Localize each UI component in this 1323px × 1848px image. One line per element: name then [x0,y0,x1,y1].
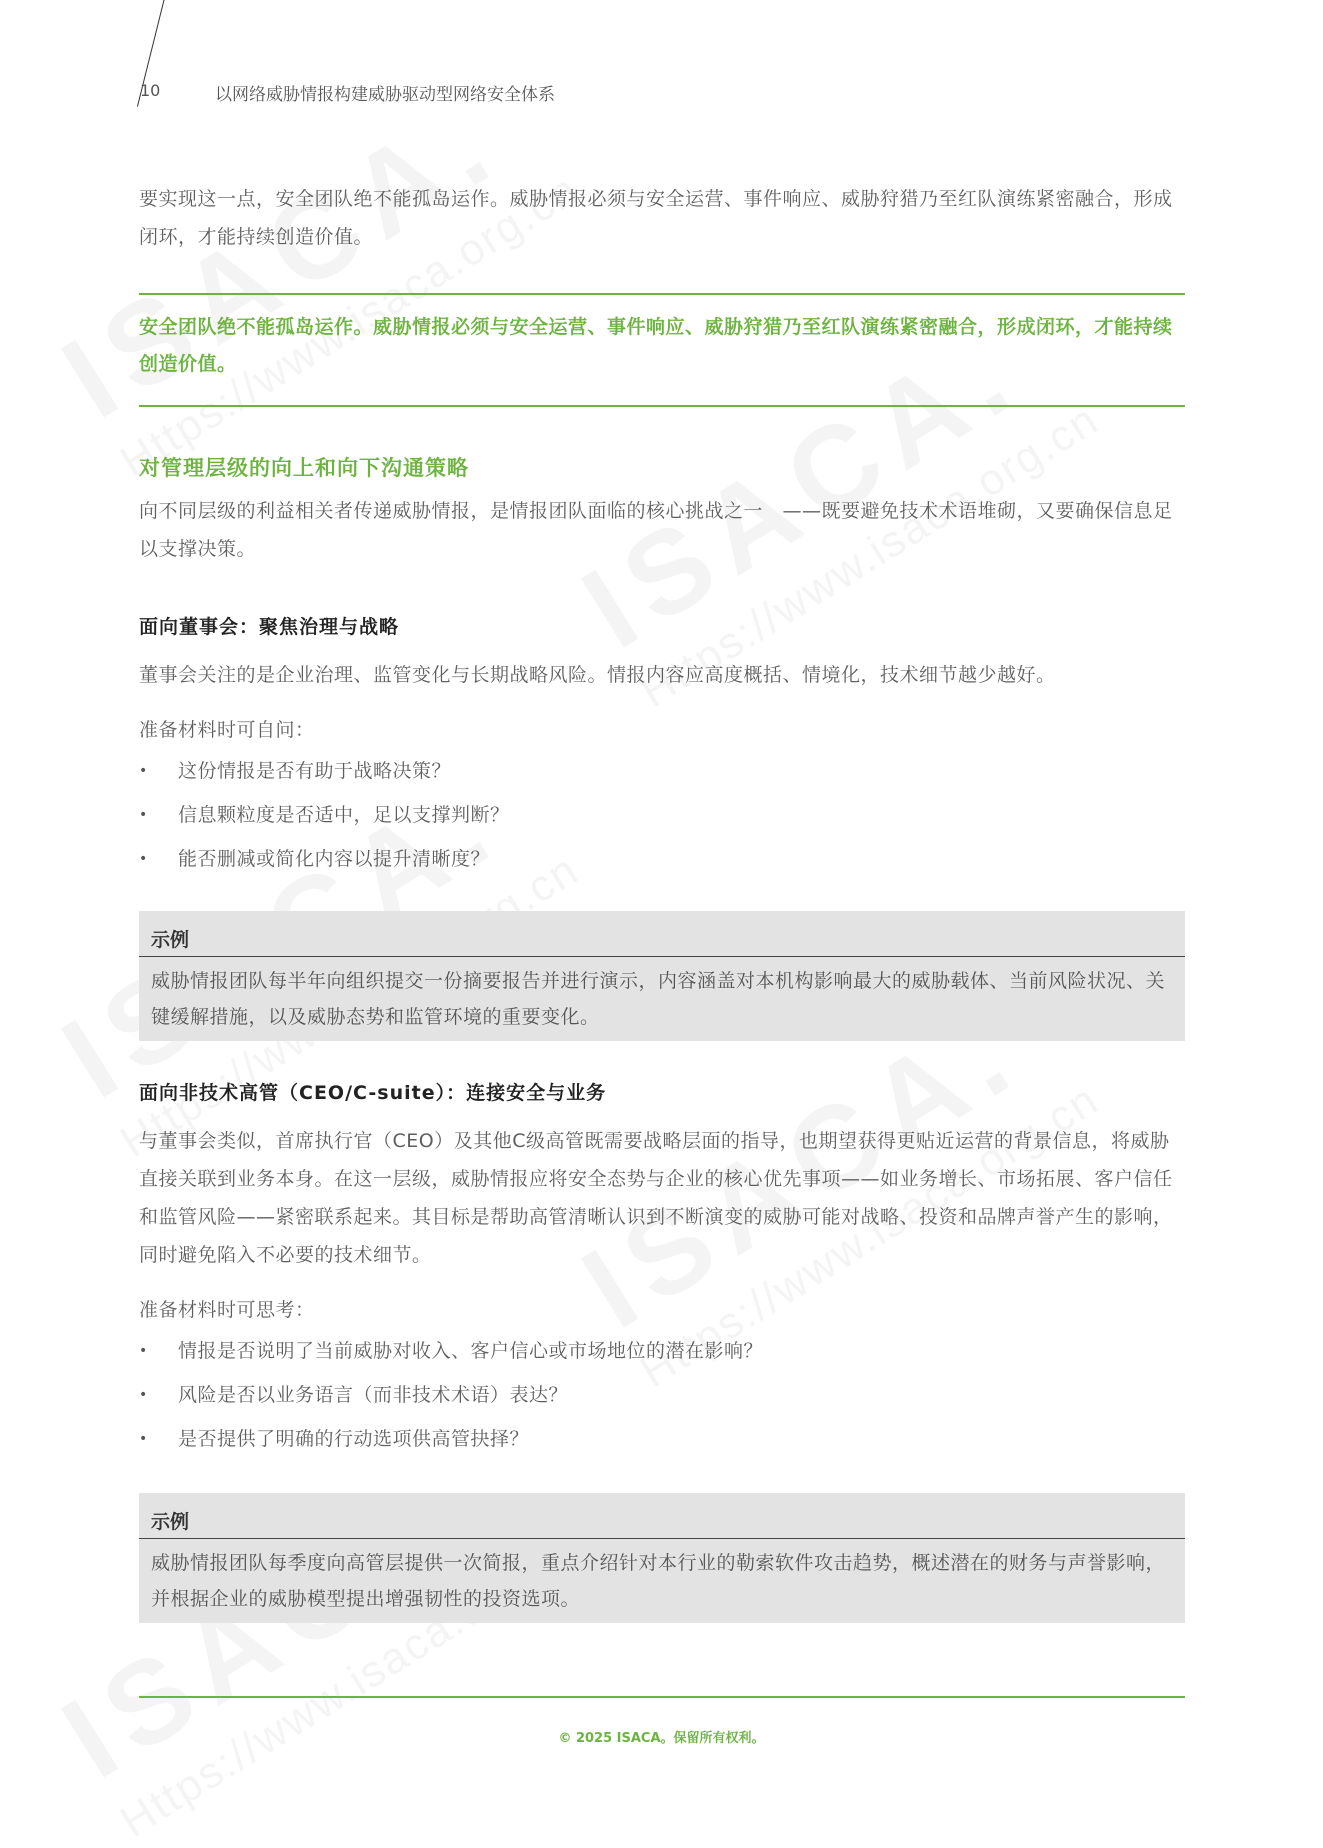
list-item [139,1373,1185,1417]
bullet-icon: • [139,807,148,823]
section-intro: 向不同层级的利益相关者传递威胁情报，是情报团队面临的核心挑战之一 ——既要避免技术术语堆砌，又要确保信息足以支撑决策。 [139,500,1173,560]
board-block [139,612,1185,881]
section-block [139,452,1185,568]
list-item-text: 信息颗粒度是否适中，足以支撑判断？ [178,804,510,826]
watermark [40,1409,588,1847]
list-item [139,837,1185,881]
copyright-footer: © 2025 ISACA。保留所有权利。 [558,1731,765,1746]
list-item-text: 情报是否说明了当前威胁对收入、客户信心或市场地位的潜在影响？ [178,1340,764,1362]
intro-block [139,180,1185,256]
bullet-icon: • [139,1431,148,1447]
board-example-box [139,911,1185,1041]
running-title: 以网络威胁情报构建威胁驱动型网络安全体系 [215,85,555,105]
bullet-icon: • [139,851,148,867]
section-heading: 对管理层级的向上和向下沟通策略 [139,456,469,480]
example-title: 示例 [139,911,1185,957]
bullet-icon: • [139,1387,148,1403]
board-question-list [139,749,1185,881]
ceo-example-box [139,1493,1185,1623]
intro-paragraph: 要实现这一点，安全团队绝不能孤岛运作。威胁情报必须与安全运营、事件响应、威胁狩猎乃至红队演练紧密融合，形成闭环，才能持续创造价值。 [139,188,1173,248]
ceo-question-list [139,1329,1185,1461]
bullet-icon: • [139,763,148,779]
pull-quote-callout [139,293,1185,407]
ceo-paragraph: 与董事会类似，首席执行官（CEO）及其他C级高管既需要战略层面的指导，也期望获得更贴近运营的背景信息，将威胁直接关联到业务本身。在这一层级，威胁情报应将安全态势与企业的核心优先事项——如业务增长、市场拓展、客户信任和监管风险——紧密联系起来。其目标是帮助高管清晰认识到不断演变的威胁可能对战略、投资和品牌声誉产生的影响，同时避免陷入不必要的技术细节。 [139,1130,1173,1266]
board-heading: 面向董事会：聚焦治理与战略 [139,616,400,638]
example-text: 威胁情报团队每季度向高管层提供一次简报，重点介绍针对本行业的勒索软件攻击趋势，概述潜在的财务与声誉影响，并根据企业的威胁模型提出增强韧性的投资选项。 [151,1552,1166,1610]
example-text: 威胁情报团队每半年向组织提交一份摘要报告并进行演示，内容涵盖对本机构影响最大的威胁载体、当前风险状况、关键缓解措施，以及威胁态势和监管环境的重要变化。 [151,970,1166,1028]
page-number: 10 [140,81,161,100]
pull-quote-text: 安全团队绝不能孤岛运作。威胁情报必须与安全运营、事件响应、威胁狩猎乃至红队演练紧密融合，形成闭环，才能持续创造价值。 [139,316,1173,375]
list-item-text: 能否删减或简化内容以提升清晰度？ [178,848,491,870]
list-item [139,1417,1185,1461]
list-item-text: 是否提供了明确的行动选项供高管抉择？ [178,1428,530,1450]
list-item [139,793,1185,837]
board-paragraph: 董事会关注的是企业治理、监管变化与长期战略风险。情报内容应高度概括、情境化，技术细节越少越好。 [139,664,1056,686]
board-prompt: 准备材料时可自问： [139,719,315,741]
example-title: 示例 [139,1493,1185,1539]
watermark [40,49,588,487]
ceo-heading: 面向非技术高管（CEO/C-suite）：连接安全与业务 [139,1082,607,1104]
list-item-text: 这份情报是否有助于战略决策？ [178,760,452,782]
list-item-text: 风险是否以业务语言（而非技术术语）表达？ [178,1384,569,1406]
footer-rule [139,1696,1185,1698]
list-item [139,1329,1185,1373]
ceo-prompt: 准备材料时可思考： [139,1299,315,1321]
bullet-icon: • [139,1343,148,1359]
list-item [139,749,1185,793]
ceo-block [139,1078,1185,1461]
